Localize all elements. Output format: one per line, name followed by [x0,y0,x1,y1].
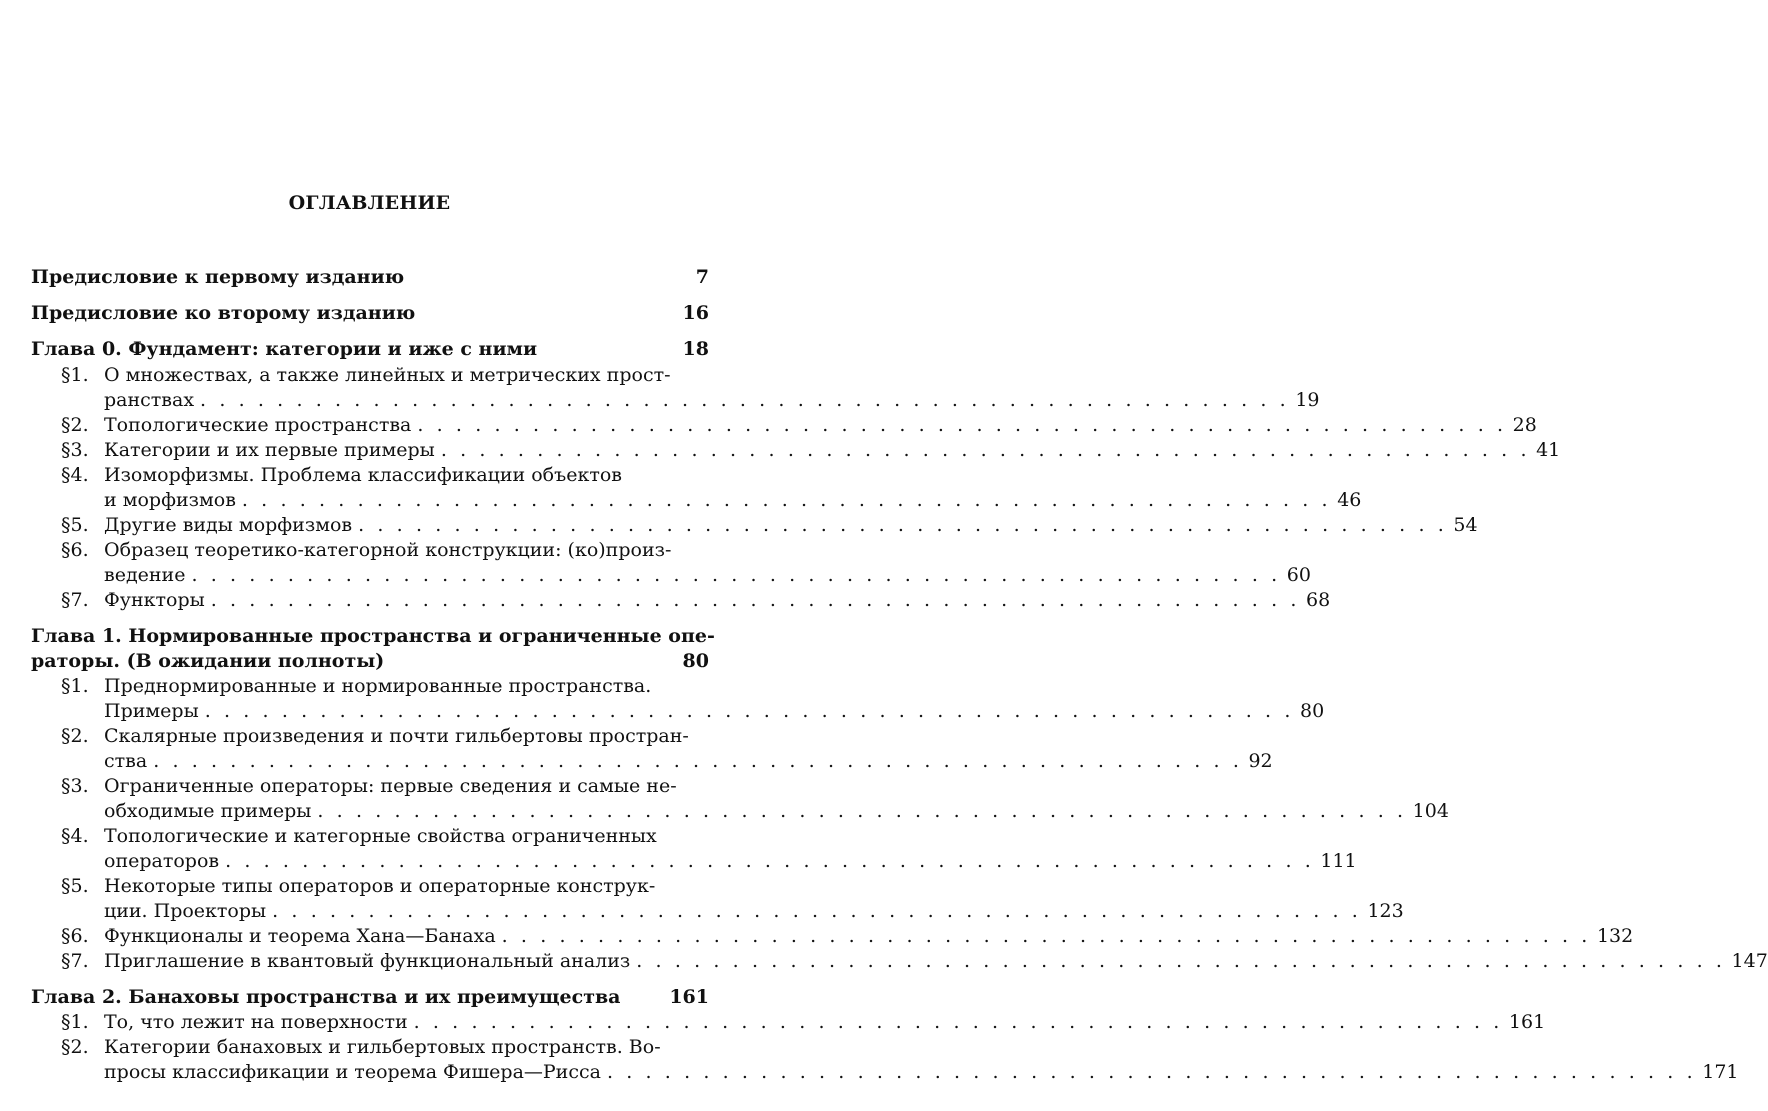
toc-entry-ch2-s2[interactable] [31,1036,709,1061]
section-number: §6. [61,925,89,947]
entry-title-cont: ции. Проекторы [104,900,267,922]
section-number: §4. [61,825,89,847]
dot-leader: . . . . . . . . . . . . . . . . . . . . . . . . . . . . . . . . . . . . . . . . . . . . . . . . . . . . . . . . . [413,1011,1503,1033]
toc-entry-ch0-s4-cont[interactable] [31,489,1362,514]
dot-leader: . . . . . . . . . . . . . . . . . . . . . . . . . . . . . . . . . . . . . . . . . . . . . . . . . . . . . . . . . [317,800,1407,822]
toc-entry-chapter-2[interactable] [31,986,709,1011]
section-number: §5. [61,514,89,536]
section-number: §2. [61,414,89,436]
entry-title-cont: раторы. (В ожидании полноты) [31,650,385,672]
entry-title: То, что лежит на поверхности [104,1011,408,1033]
toc-entry-ch0-s7[interactable] [31,589,1331,614]
entry-title: Приглашение в квантовый функциональный анализ [104,950,631,972]
toc-entry-preface-2[interactable] [31,302,709,327]
section-number: §4. [61,464,89,486]
dot-leader: . . . . . . . . . . . . . . . . . . . . . . . . . . . . . . . . . . . . . . . . . . . . . . . . . . . . . . . . . [501,925,1591,947]
toc-entry-ch0-s1[interactable] [31,364,709,389]
section-number: §1. [61,1011,89,1033]
entry-title: Функторы [104,589,205,611]
page-number: 28 [1512,414,1537,436]
entry-title-cont: обходимые примеры [104,800,312,822]
entry-title: Глава 0. Фундамент: категории и иже с ними [31,338,538,360]
page-number: 147 [1731,950,1768,972]
toc-entry-ch0-s5[interactable] [31,514,1478,539]
toc-entry-ch0-s4[interactable] [31,464,709,489]
page-number: 92 [1248,750,1273,772]
toc-entry-ch2-s1[interactable] [31,1011,1546,1036]
entry-title: Некоторые типы операторов и операторные конструк- [104,875,656,897]
toc-entry-ch1-s6[interactable] [31,925,1634,950]
entry-title: Топологические и категорные свойства ограниченных [104,825,657,847]
section-number: §5. [61,875,89,897]
page-number: 46 [1337,489,1362,511]
page-number: 18 [682,338,709,360]
page-number: 68 [1306,589,1331,611]
dot-leader: . . . . . . . . . . . . . . . . . . . . . . . . . . . . . . . . . . . . . . . . . . . . . . . . . . . . . . . . . [204,700,1294,722]
entry-title: Глава 1. Нормированные пространства и ограниченные опе- [31,625,715,647]
section-number: §7. [61,589,89,611]
section-number: §6. [61,539,89,561]
section-number: §3. [61,439,89,461]
entry-title: Предисловие к первому изданию [31,266,405,288]
toc-entry-ch1-s5[interactable] [31,875,709,900]
toc-title: ОГЛАВЛЕНИЕ [288,192,451,214]
toc-entry-ch0-s2[interactable] [31,414,1537,439]
dot-leader: . . . . . . . . . . . . . . . . . . . . . . . . . . . . . . . . . . . . . . . . . . . . . . . . . . . . . . . . . [358,514,1448,536]
section-number: §2. [61,725,89,747]
dot-leader: . . . . . . . . . . . . . . . . . . . . . . . . . . . . . . . . . . . . . . . . . . . . . . . . . . . . . . . . . [225,850,1315,872]
entry-title: Изоморфизмы. Проблема классификации объектов [104,464,622,486]
toc-entry-ch1-s4-cont[interactable] [31,850,1357,875]
toc-entry-ch1-s3[interactable] [31,775,709,800]
entry-title-cont: операторов [104,850,220,872]
page-number: 161 [1508,1011,1546,1033]
entry-title: Предисловие ко второму изданию [31,302,416,324]
section-number: §3. [61,775,89,797]
dot-leader: . . . . . . . . . . . . . . . . . . . . . . . . . . . . . . . . . . . . . . . . . . . . . . . . . . . . . . . . . [210,589,1301,611]
dot-leader: . . . . . . . . . . . . . . . . . . . . . . . . . . . . . . . . . . . . . . . . . . . . . . . . . . . . . . . . . [606,1061,1697,1083]
toc-entry-ch2-s2-cont[interactable] [31,1061,1739,1086]
dot-leader: . . . . . . . . . . . . . . . . . . . . . . . . . . . . . . . . . . . . . . . . . . . . . . . . . . . . . . . . . [417,414,1507,436]
toc-entry-ch0-s6[interactable] [31,539,709,564]
entry-title-cont: Примеры [104,700,199,722]
entry-title: Скалярные произведения и почти гильбертовы простран- [104,725,689,747]
toc-entry-ch1-s2[interactable] [31,725,709,750]
dot-leader: . . . . . . . . . . . . . . . . . . . . . . . . . . . . . . . . . . . . . . . . . . . . . . . . . . . . . . . . . [636,950,1726,972]
dot-leader: . . . . . . . . . . . . . . . . . . . . . . . . . . . . . . . . . . . . . . . . . . . . . . . . . . . . . . . . . [191,564,1281,586]
toc-entry-preface-1[interactable] [31,266,709,291]
page-number: 104 [1412,800,1449,822]
section-number: §1. [61,675,89,697]
toc-entry-ch0-s3[interactable] [31,439,1561,464]
dot-leader: . . . . . . . . . . . . . . . . . . . . . . . . . . . . . . . . . . . . . . . . . . . . . . . . . . . . . . . . . [153,750,1243,772]
entry-title: О множествах, а также линейных и метрических прост- [104,364,671,386]
toc-entry-ch0-s6-cont[interactable] [31,564,1311,589]
section-number: §7. [61,950,89,972]
dot-leader: . . . . . . . . . . . . . . . . . . . . . . . . . . . . . . . . . . . . . . . . . . . . . . . . . . . . . . . . . [241,489,1332,511]
section-number: §2. [61,1036,89,1058]
page-number: 19 [1295,389,1320,411]
page-number: 171 [1702,1061,1739,1083]
page-number: 80 [1299,700,1325,722]
page-number: 132 [1596,925,1634,947]
entry-title: Топологические пространства [104,414,412,436]
entry-title: Категории банаховых и гильбертовых пространств. Во- [104,1036,661,1058]
page-number: 111 [1320,850,1357,872]
page-number: 161 [669,986,709,1008]
page-number: 16 [682,302,709,324]
toc-entry-ch0-s1-cont[interactable] [31,389,1320,414]
entry-title: Образец теоретико-категорной конструкции: (ко)произ- [104,539,672,561]
entry-title-cont: ведение [104,564,186,586]
entry-title-cont: ранствах [104,389,195,411]
entry-title-cont: просы классификации и теорема Фишера—Рисса [104,1061,601,1083]
entry-title: Другие виды морфизмов [104,514,353,536]
page-number: 7 [695,266,709,288]
toc-entry-ch1-s4[interactable] [31,825,709,850]
toc-entry-chapter-0[interactable] [31,338,709,363]
toc-entry-chapter-1[interactable] [31,625,715,650]
dot-leader: . . . . . . . . . . . . . . . . . . . . . . . . . . . . . . . . . . . . . . . . . . . . . . . . . . . . . . . . . [200,389,1290,411]
toc-entry-ch1-s5-cont[interactable] [31,900,1404,925]
dot-leader: . . . . . . . . . . . . . . . . . . . . . . . . . . . . . . . . . . . . . . . . . . . . . . . . . . . . . . . . . [272,900,1362,922]
page-number: 80 [682,650,709,672]
entry-title: Ограниченные операторы: первые сведения и самые не- [104,775,677,797]
toc-entry-ch1-s3-cont[interactable] [31,800,1449,825]
section-number: §1. [61,364,89,386]
entry-title: Глава 2. Банаховы пространства и их преимущества [31,986,621,1008]
page-number: 123 [1367,900,1404,922]
toc-entry-chapter-1-cont[interactable] [31,650,709,675]
page-number: 41 [1536,439,1561,461]
dot-leader: . . . . . . . . . . . . . . . . . . . . . . . . . . . . . . . . . . . . . . . . . . . . . . . . . . . . . . . . . [440,439,1531,461]
entry-title: Функционалы и теорема Хана—Банаха [104,925,496,947]
toc-entry-ch1-s1[interactable] [31,675,709,700]
entry-title-cont: и морфизмов [104,489,236,511]
toc-entry-ch1-s2-cont[interactable] [31,750,1273,775]
entry-title: Категории и их первые примеры [104,439,435,461]
entry-title: Преднормированные и нормированные пространства. [104,675,652,697]
toc-entry-ch1-s1-cont[interactable] [31,700,1325,725]
toc-entry-ch1-s7[interactable] [31,950,1768,975]
page-number: 54 [1453,514,1478,536]
entry-title-cont: ства [104,750,148,772]
page-number: 60 [1286,564,1311,586]
